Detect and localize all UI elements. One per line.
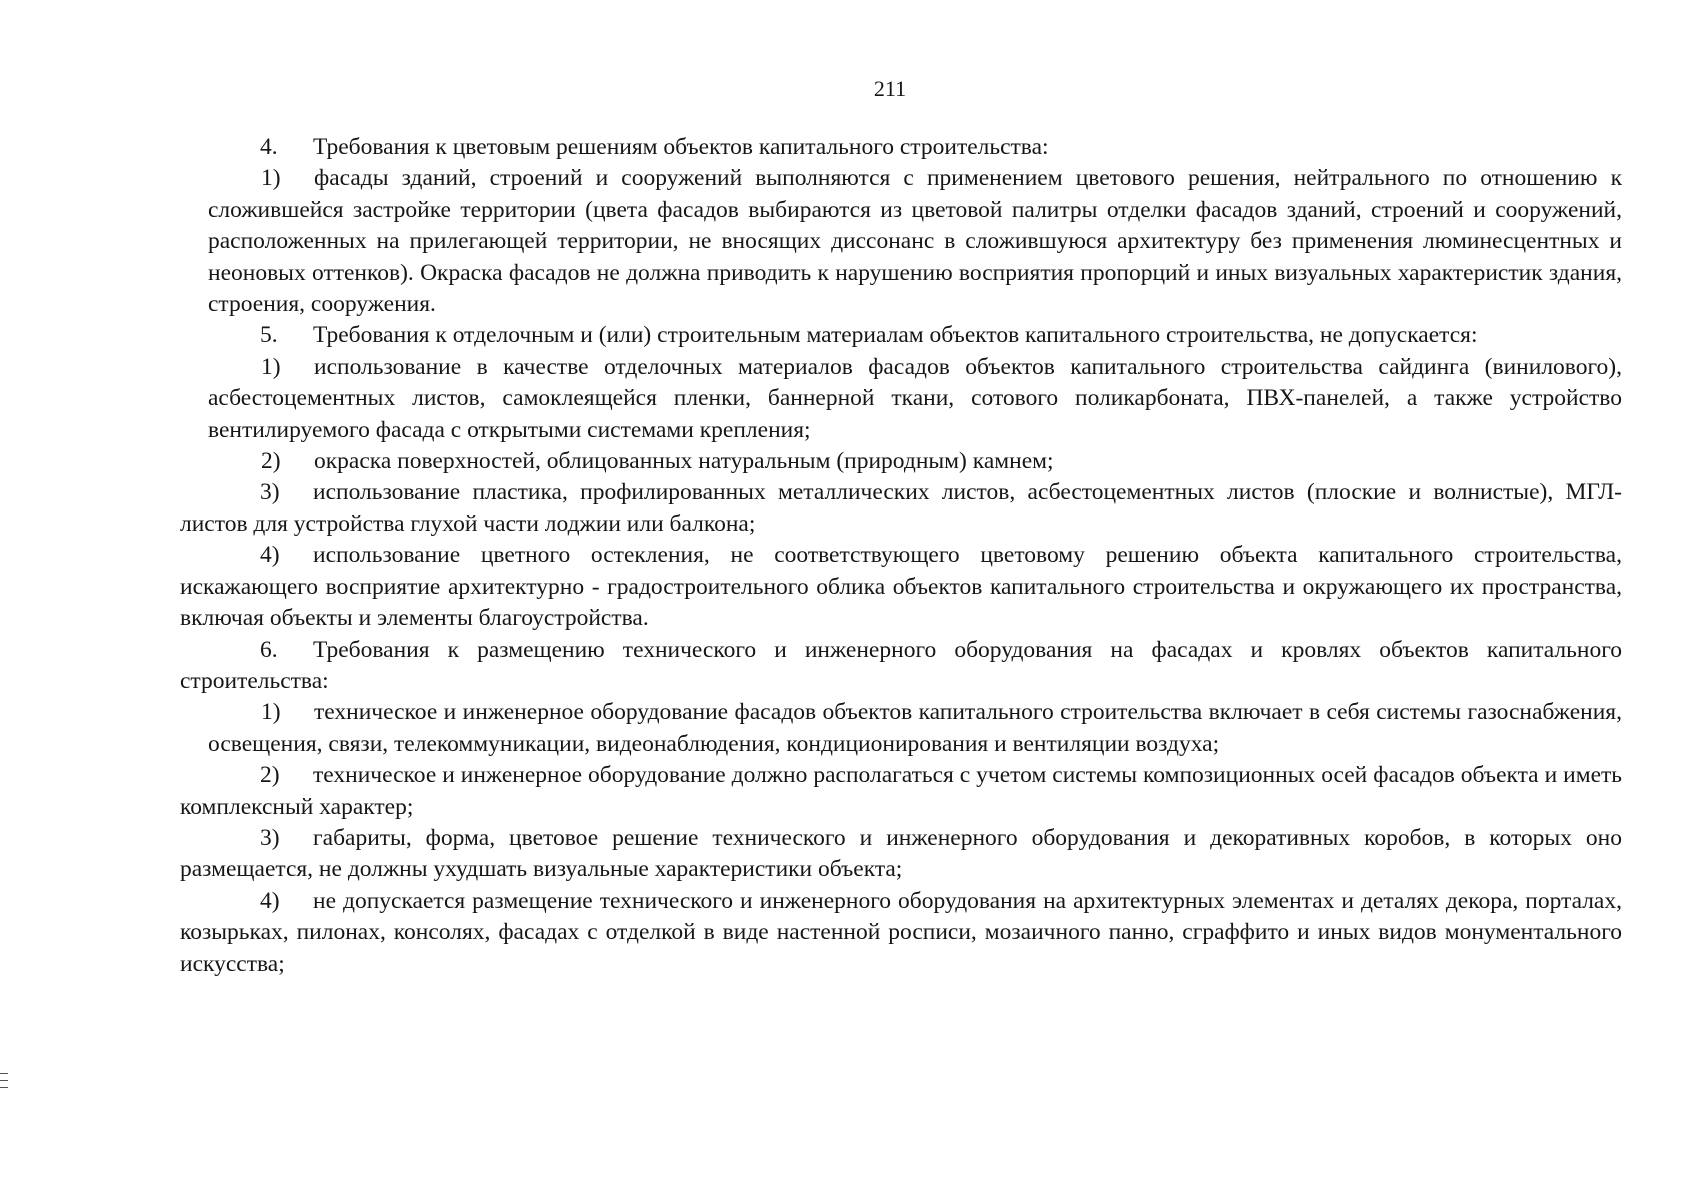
item-text: использование в качестве отделочных материалов фасадов объектов капитального строительства сайдинга (винилового), асбестоцементных листов, самоклеящейся пленки, баннерной ткани, сотового поликарбоната, ПВХ-панелей, а также устройство вентилируемого фасада с открытыми системами крепления; [208,353,1622,443]
item-number: 1) [261,699,281,726]
item-text: Требования к размещению технического и инженерного оборудования на фасадах и кровлях объектов капитального строительства: [180,636,1622,694]
item-text: окраска поверхностей, облицованных натуральным (природным) камнем; [314,448,1054,475]
item-text: техническое и инженерное оборудование фасадов объектов капитального строительства включает в себя системы газоснабжения, освещения, связи, телекоммуникации, видеонаблюдения, кондиционирования и вентиляции воздуха; [208,699,1622,757]
item-text: техническое и инженерное оборудование должно располагаться с учетом системы композиционных осей фасадов объекта и иметь комплексный характер; [180,762,1622,820]
section-5 [180,320,1622,351]
item-number: 4. [260,134,278,160]
item-text: использование цветного остекления, не соответствующего цветовому решению объекта капитального строительства, искажающего восприятие архитектурно - градостроительного облика объектов капитального строительства и окружающего их пространства, включая объекты и элементы благоустройства. [180,542,1622,632]
edge-mark [0,1080,8,1081]
item-number: 6. [260,636,278,663]
item-number: 3) [260,479,280,506]
item-number: 1) [261,353,281,380]
section-6 [180,635,1622,698]
item-number: 4) [260,887,280,914]
section-4 [180,132,1622,163]
section-4-item-1 [180,163,1622,320]
edge-mark [0,1087,8,1088]
document-body [180,132,1622,980]
edge-mark [0,1073,8,1074]
section-6-item-2 [180,760,1622,823]
item-number: 3) [260,824,280,851]
item-text: фасады зданий, строений и сооружений выполняются с применением цветового решения, нейтрального по отношению к сложившейся застройке территории (цвета фасадов выбираются из цветовой палитры отделки фасадов зданий, строений и сооружений, расположенных на прилегающей территории, не вносящих диссонанс в сложившуюся архитектуру без применения люминесцентных и неоновых оттенков). Окраска фасадов не должна приводить к нарушению восприятия пропорций и иных визуальных характеристик здания, строения, сооружения. [208,165,1622,318]
item-number: 2) [261,448,281,475]
section-5-item-4 [180,540,1622,634]
item-number: 1) [261,165,281,192]
section-6-item-4 [180,886,1622,980]
item-text: Требования к отделочным и (или) строительным материалам объектов капитального строительства, не допускается: [313,322,1478,349]
item-number: 4) [260,542,280,569]
section-6-item-3 [180,823,1622,886]
scan-edge-marks [0,1073,8,1094]
section-5-item-1 [180,352,1622,446]
item-text: габариты, форма, цветовое решение технического и инженерного оборудования и декоративных коробов, в которых оно размещается, не должны ухудшать визуальные характеристики объекта; [180,824,1622,883]
page-number: 211 [873,76,907,101]
item-text: не допускается размещение технического и инженерного оборудования на архитектурных элементах и деталях декора, порталах, козырьках, пилонах, консолях, фасадах с отделкой в виде настенной росписи, мозаичного панно, сграффито и иных видов монументального искусства; [180,887,1622,977]
section-5-item-2 [180,446,1622,477]
section-6-item-1 [180,697,1622,760]
item-number: 2) [260,762,280,789]
item-text: Требования к цветовым решениям объектов капитального строительства: [313,134,1049,160]
item-text: использование пластика, профилированных металлических листов, асбестоцементных листов (плоские и волнистые), МГЛ-листов для устройства глухой части лоджии или балкона; [180,479,1622,537]
item-number: 5. [260,322,278,349]
section-5-item-3 [180,477,1622,540]
